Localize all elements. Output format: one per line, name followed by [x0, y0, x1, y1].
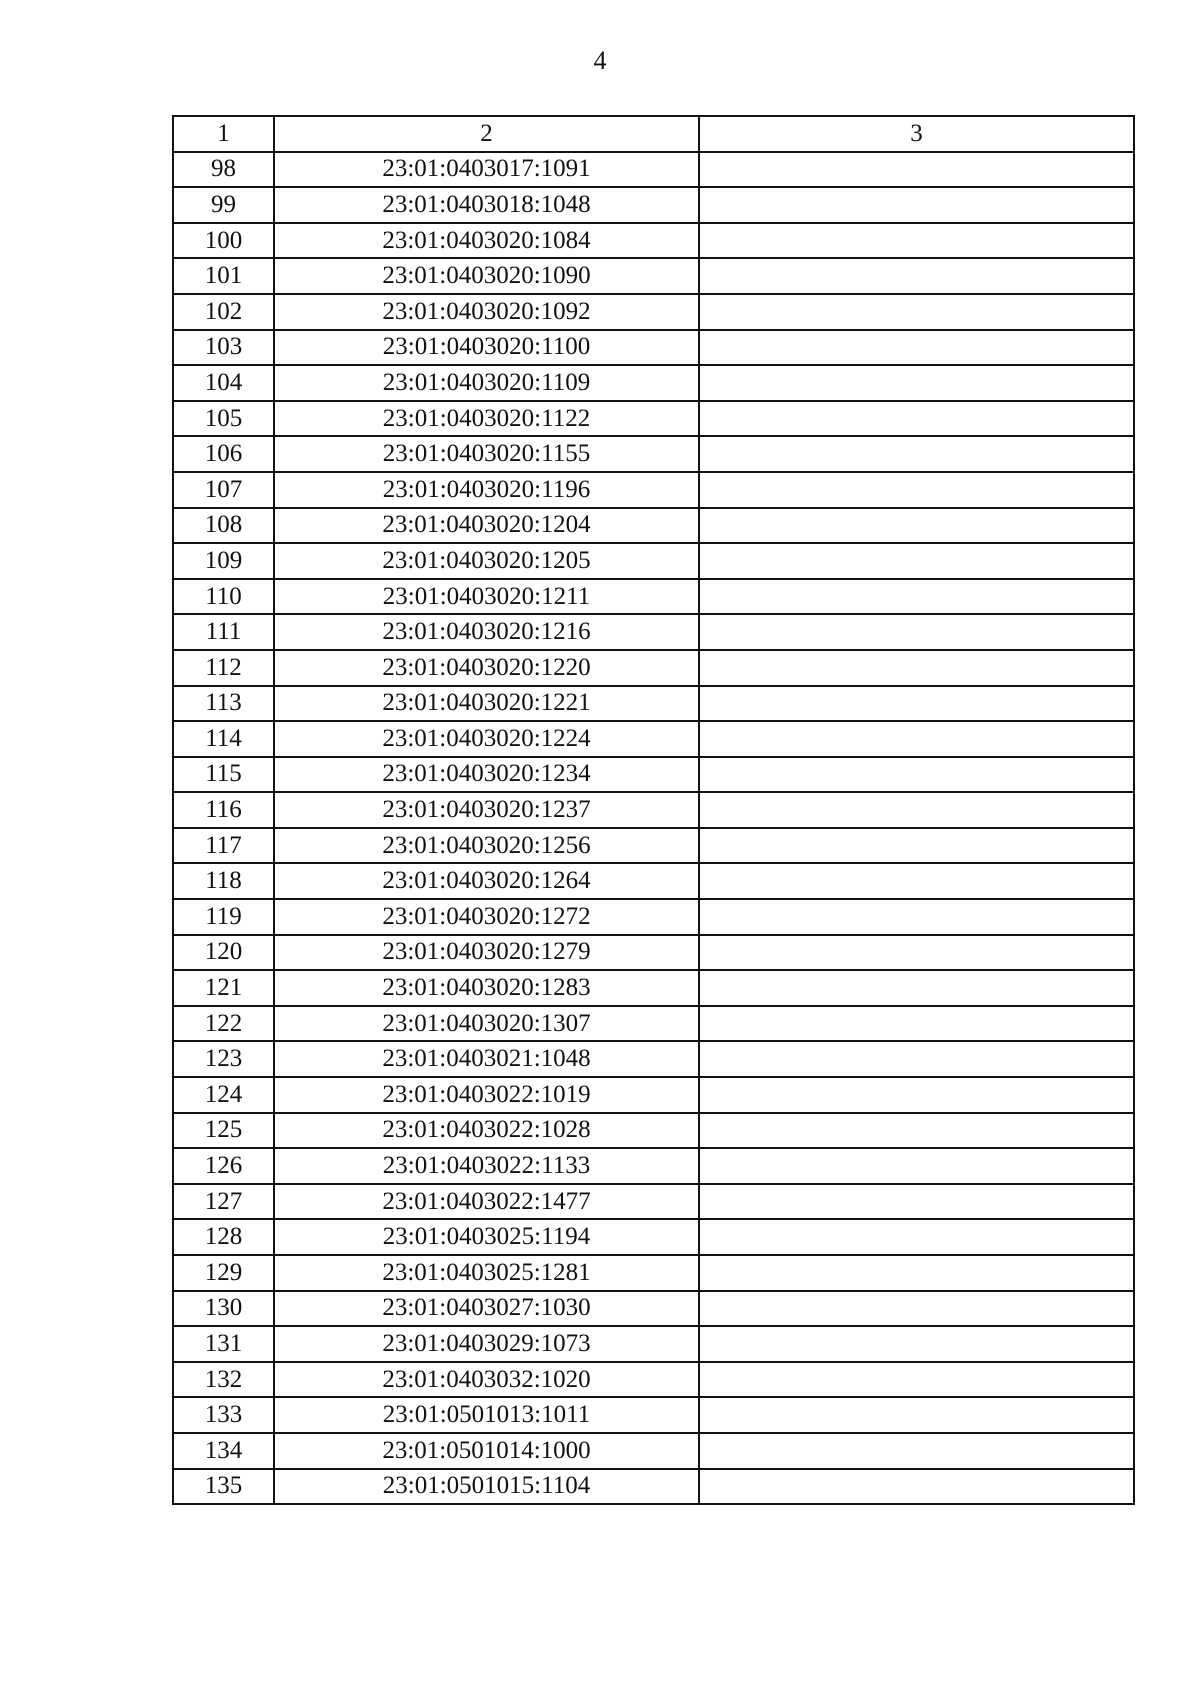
note-cell: [699, 152, 1134, 188]
column-header-1: 1: [173, 116, 274, 152]
column-header-2: 2: [274, 116, 699, 152]
row-number-cell: 130: [173, 1291, 274, 1327]
note-cell: [699, 1397, 1134, 1433]
table-row: [173, 757, 1134, 793]
table-row: [173, 721, 1134, 757]
cadastral-number-cell: 23:01:0501013:1011: [274, 1397, 699, 1433]
header-row: [173, 116, 1134, 152]
row-number-cell: 116: [173, 792, 274, 828]
note-cell: [699, 1433, 1134, 1469]
cadastral-number-cell: 23:01:0403020:1220: [274, 650, 699, 686]
note-cell: [699, 1113, 1134, 1149]
table-row: [173, 1219, 1134, 1255]
row-number-cell: 121: [173, 970, 274, 1006]
cadastral-number-cell: 23:01:0403020:1204: [274, 508, 699, 544]
note-cell: [699, 614, 1134, 650]
row-number-cell: 102: [173, 294, 274, 330]
table-row: [173, 401, 1134, 437]
note-cell: [699, 970, 1134, 1006]
table-row: [173, 223, 1134, 259]
row-number-cell: 113: [173, 686, 274, 722]
table-row: [173, 472, 1134, 508]
row-number-cell: 111: [173, 614, 274, 650]
cadastral-number-cell: 23:01:0403020:1264: [274, 863, 699, 899]
note-cell: [699, 401, 1134, 437]
row-number-cell: 106: [173, 436, 274, 472]
note-cell: [699, 1326, 1134, 1362]
note-cell: [699, 1469, 1134, 1505]
cadastral-number-cell: 23:01:0403027:1030: [274, 1291, 699, 1327]
note-cell: [699, 935, 1134, 971]
cadastral-number-cell: 23:01:0403020:1092: [274, 294, 699, 330]
row-number-cell: 133: [173, 1397, 274, 1433]
table-row: [173, 152, 1134, 188]
cadastral-number-cell: 23:01:0403022:1133: [274, 1148, 699, 1184]
note-cell: [699, 1148, 1134, 1184]
table-row: [173, 1113, 1134, 1149]
note-cell: [699, 1041, 1134, 1077]
row-number-cell: 109: [173, 543, 274, 579]
note-cell: [699, 187, 1134, 223]
table-row: [173, 1326, 1134, 1362]
cadastral-number-cell: 23:01:0403020:1279: [274, 935, 699, 971]
table-row: [173, 863, 1134, 899]
table-row: [173, 1362, 1134, 1398]
cadastral-number-cell: 23:01:0403020:1090: [274, 258, 699, 294]
note-cell: [699, 863, 1134, 899]
table-row: [173, 1397, 1134, 1433]
cadastral-number-cell: 23:01:0403020:1211: [274, 579, 699, 615]
table-row: [173, 508, 1134, 544]
table-row: [173, 1291, 1134, 1327]
table-row: [173, 828, 1134, 864]
table-row: [173, 187, 1134, 223]
table-row: [173, 330, 1134, 366]
row-number-cell: 124: [173, 1077, 274, 1113]
table-row: [173, 1469, 1134, 1505]
cadastral-number-cell: 23:01:0403020:1155: [274, 436, 699, 472]
row-number-cell: 110: [173, 579, 274, 615]
note-cell: [699, 1184, 1134, 1220]
cadastral-number-cell: 23:01:0403032:1020: [274, 1362, 699, 1398]
cadastral-number-cell: 23:01:0403020:1272: [274, 899, 699, 935]
row-number-cell: 114: [173, 721, 274, 757]
cadastral-number-cell: 23:01:0403022:1019: [274, 1077, 699, 1113]
table-row: [173, 686, 1134, 722]
data-table: [172, 115, 1135, 1505]
note-cell: [699, 258, 1134, 294]
note-cell: [699, 436, 1134, 472]
cadastral-number-cell: 23:01:0403020:1122: [274, 401, 699, 437]
table-row: [173, 543, 1134, 579]
note-cell: [699, 294, 1134, 330]
table-row: [173, 579, 1134, 615]
cadastral-number-cell: 23:01:0403022:1477: [274, 1184, 699, 1220]
row-number-cell: 105: [173, 401, 274, 437]
cadastral-number-cell: 23:01:0403020:1205: [274, 543, 699, 579]
note-cell: [699, 1291, 1134, 1327]
note-cell: [699, 365, 1134, 401]
cadastral-number-cell: 23:01:0403020:1256: [274, 828, 699, 864]
cadastral-number-cell: 23:01:0403020:1084: [274, 223, 699, 259]
cadastral-number-cell: 23:01:0403029:1073: [274, 1326, 699, 1362]
note-cell: [699, 330, 1134, 366]
table-row: [173, 365, 1134, 401]
note-cell: [699, 1219, 1134, 1255]
note-cell: [699, 828, 1134, 864]
cadastral-number-cell: 23:01:0403020:1216: [274, 614, 699, 650]
cadastral-number-cell: 23:01:0403025:1194: [274, 1219, 699, 1255]
row-number-cell: 118: [173, 863, 274, 899]
cadastral-number-cell: 23:01:0403022:1028: [274, 1113, 699, 1149]
table-row: [173, 258, 1134, 294]
cadastral-number-cell: 23:01:0403020:1221: [274, 686, 699, 722]
row-number-cell: 129: [173, 1255, 274, 1291]
note-cell: [699, 579, 1134, 615]
row-number-cell: 115: [173, 757, 274, 793]
table-row: [173, 970, 1134, 1006]
row-number-cell: 104: [173, 365, 274, 401]
row-number-cell: 107: [173, 472, 274, 508]
note-cell: [699, 721, 1134, 757]
table-row: [173, 1148, 1134, 1184]
table-row: [173, 294, 1134, 330]
table-row: [173, 1077, 1134, 1113]
table-row: [173, 1433, 1134, 1469]
table-row: [173, 1006, 1134, 1042]
column-header-3: 3: [699, 116, 1134, 152]
note-cell: [699, 1006, 1134, 1042]
table-body: [173, 152, 1134, 1505]
row-number-cell: 134: [173, 1433, 274, 1469]
cadastral-number-cell: 23:01:0403020:1283: [274, 970, 699, 1006]
table-header: [173, 116, 1134, 152]
note-cell: [699, 650, 1134, 686]
cadastral-number-cell: 23:01:0403020:1100: [274, 330, 699, 366]
cadastral-number-cell: 23:01:0403021:1048: [274, 1041, 699, 1077]
cadastral-number-cell: 23:01:0403020:1109: [274, 365, 699, 401]
note-cell: [699, 792, 1134, 828]
cadastral-number-cell: 23:01:0501015:1104: [274, 1469, 699, 1505]
note-cell: [699, 686, 1134, 722]
page-number: 4: [593, 46, 607, 75]
cadastral-number-cell: 23:01:0403020:1224: [274, 721, 699, 757]
table-row: [173, 899, 1134, 935]
table-row: [173, 1184, 1134, 1220]
cadastral-number-cell: 23:01:0501014:1000: [274, 1433, 699, 1469]
cadastral-number-cell: 23:01:0403020:1237: [274, 792, 699, 828]
note-cell: [699, 472, 1134, 508]
cadastral-number-cell: 23:01:0403018:1048: [274, 187, 699, 223]
row-number-cell: 122: [173, 1006, 274, 1042]
note-cell: [699, 899, 1134, 935]
row-number-cell: 125: [173, 1113, 274, 1149]
row-number-cell: 98: [173, 152, 274, 188]
row-number-cell: 127: [173, 1184, 274, 1220]
row-number-cell: 126: [173, 1148, 274, 1184]
row-number-cell: 117: [173, 828, 274, 864]
cadastral-number-cell: 23:01:0403020:1196: [274, 472, 699, 508]
row-number-cell: 103: [173, 330, 274, 366]
note-cell: [699, 757, 1134, 793]
row-number-cell: 123: [173, 1041, 274, 1077]
cadastral-number-cell: 23:01:0403025:1281: [274, 1255, 699, 1291]
note-cell: [699, 1362, 1134, 1398]
row-number-cell: 132: [173, 1362, 274, 1398]
table-row: [173, 1041, 1134, 1077]
row-number-cell: 100: [173, 223, 274, 259]
note-cell: [699, 543, 1134, 579]
table-row: [173, 792, 1134, 828]
cadastral-number-cell: 23:01:0403017:1091: [274, 152, 699, 188]
row-number-cell: 131: [173, 1326, 274, 1362]
cadastral-number-cell: 23:01:0403020:1234: [274, 757, 699, 793]
row-number-cell: 108: [173, 508, 274, 544]
row-number-cell: 120: [173, 935, 274, 971]
note-cell: [699, 1077, 1134, 1113]
row-number-cell: 99: [173, 187, 274, 223]
table-row: [173, 935, 1134, 971]
table-row: [173, 614, 1134, 650]
row-number-cell: 112: [173, 650, 274, 686]
table-row: [173, 1255, 1134, 1291]
table-row: [173, 650, 1134, 686]
row-number-cell: 119: [173, 899, 274, 935]
row-number-cell: 135: [173, 1469, 274, 1505]
row-number-cell: 101: [173, 258, 274, 294]
table-row: [173, 436, 1134, 472]
row-number-cell: 128: [173, 1219, 274, 1255]
note-cell: [699, 223, 1134, 259]
note-cell: [699, 508, 1134, 544]
note-cell: [699, 1255, 1134, 1291]
cadastral-number-cell: 23:01:0403020:1307: [274, 1006, 699, 1042]
